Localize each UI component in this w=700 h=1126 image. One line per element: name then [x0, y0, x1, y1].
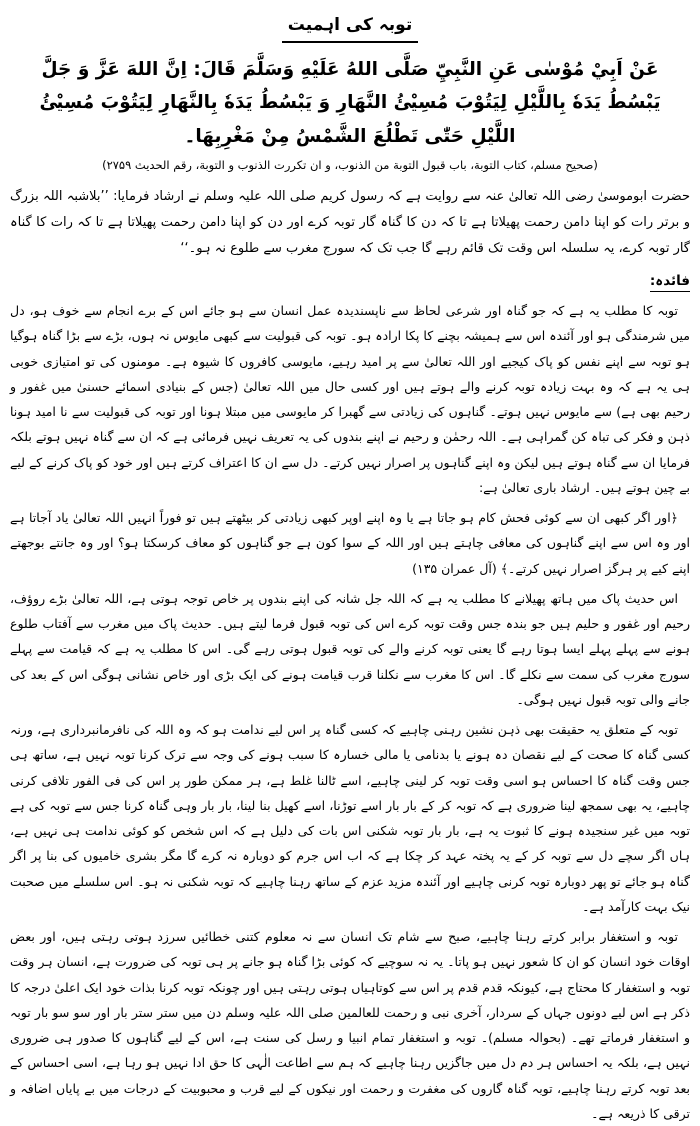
hadith-arabic-text: عَنْ اَبِيْ مُوْسٰی عَنِ النَّبِيِّ صَلَّی اللهُ عَلَيْهِ وَسَلَّمَ قَالَ: اِنَّ اللهَ عَزَّ وَ جَلَّ يَبْسُطُ يَدَهٗ بِاللَّيْلِ لِيَتُوْبَ مُسِيْئُ النَّهَارِ وَ يَبْسُطُ يَدَهٗ بِالنَّهَارِ لِيَتُوْبَ مُسِيْئُ اللَّيْلِ حَتّٰی تَطْلُعَ الشَّمْسُ مِنْ مَغْرِبِهَا۔ [39, 59, 661, 147]
body-paragraph: توبہ و استغفار برابر کرتے رہنا چاہیے، صبح سے شام تک انسان سے نہ معلوم کتنی خطائیں سرزد ہوتی رہتی ہیں، اور بعض اوقات خود انسان کو ان کا شعور نہیں ہو پاتا۔ یہ نہ سوچیے کہ کوئی بڑا گناہ ہو جانے پر ہی توبہ کی ضرورت ہے، انسان ہر وقت توبہ و استغفار کا محتاج ہے، کیونکہ قدم قدم پر اس سے کوتاہیاں ہوتی رہتی ہیں اور چونکہ توبہ کرنا بذات خود ایک اعلیٰ درجہ کا ذکر ہے اس لیے دونوں جہاں کے سردار، آخری نبی و رحمت للعالمین صلی اللہ علیہ وسلم دن میں ستر ستر بار اور سو سو بار توبہ و استغفار فرماتے تھے۔ (بحوالہ مسلم)۔ توبہ و استغفار تمام انبیا و رسل کی سنت ہے، اس کے لیے گناہوں کا صدور ہی ضروری نہیں ہے، بلکہ یہ احساس ہر دم دل میں جاگزیں رہنا چاہیے کہ ہم سے اطاعت الٰہی کا حق ادا نہیں ہو رہا ہے، اسی احساس کے بعد توبہ کرتے رہنا چاہیے، توبہ گناہ گاروں کی مغفرت و رحمت اور نیکوں کے لیے قرب و محبوبیت کے درجات میں بے پایاں اضافہ و ترقی کا ذریعہ ہے۔ [10, 929, 690, 1121]
section-heading-container [10, 270, 690, 292]
page-title: توبہ کی اہمیت [282, 14, 418, 43]
hadith-translation: حضرت ابوموسیٰ رضی اللہ تعالیٰ عنہ سے روایت ہے کہ رسول کریم صلی اللہ علیہ وسلم نے ارشاد فرمایا: ’’بلاشبہ اللہ بزرگ و برتر رات کو اپنا دامن رحمت پھیلاتا ہے تا کہ دن کا گناہ گار توبہ کرے اور دن کو اپنا دامن رحمت پھیلاتا ہے تا کہ رات کا گناہ گار توبہ کرے، یہ سلسلہ اس وقت تک قائم رہے گا جب تک کہ سورج مغرب سے طلوع نہ ہو۔‘‘ [10, 189, 690, 257]
body-paragraph: اس حدیث پاک میں ہاتھ پھیلانے کا مطلب یہ ہے کہ اللہ جل شانہ کی اپنے بندوں پر خاص توجہ ہوتی ہے، اللہ تعالیٰ بڑے روؤف، رحیم اور غفور و حلیم ہیں جو بندہ جس وقت توبہ کرے اس کی توبہ قبول فرما لیتے ہیں۔ حدیث پاک میں مغرب سے آفتاب طلوع ہونے سے پہلے پہلے ایسا ہوتا رہے گا یعنی توبہ کرنے والے کی توبہ قبول ہوتی رہے گی۔ اس کا مطلب یہ ہے کہ قیامت سے پہلے سورج مغرب کی سمت سے نکلے گا۔ اس کا مغرب سے نکلنا قرب قیامت ہونے کی ایک بڑی اور خاص نشانی ہوگی اس کے بعد کی جانے والی توبہ قبول نہیں ہوگی۔ [10, 590, 690, 707]
body-paragraph: توبہ کے متعلق یہ حقیقت بھی ذہن نشین رہنی چاہیے کہ کسی گناہ پر اس لیے ندامت ہو کہ وہ اللہ کی نافرمانبرداری ہے، ورنہ کسی گناہ کا صحت کے لیے نقصان دہ ہونے یا بدنامی یا مالی خسارہ کا سبب ہونے کی وجہ سے ترک کرنا توبہ نہیں ہے، ساتھ ہی جس وقت گناہ کا احساس ہو اسی وقت توبہ کر لینی چاہیے، اسے ٹالنا غلط ہے، ہر ممکن طور پر اس کی فی الفور تلافی کرنی چاہیے، یہ بھی سمجھ لینا ضروری ہے کہ توبہ کر کے بار بار اسے توڑنا، اسے کھیل بنا لینا، بار بار وہی گناہ کرنا جس سے توبہ کی ہے توبہ میں غیر سنجیدہ ہونے کا ثبوت یہ ہے، بار بار توبہ شکنی اس بات کی دلیل ہے کہ اس شخص کو کوئی ندامت ہی نہیں ہے، ہاں اگر سچے دل سے توبہ کر کے یہ پختہ عہد کر چکا ہے کہ اب اس جرم کو دوبارہ نہ کرے گا مگر بشری خامیوں کی بنا پر اگر گناہ ہو جائے تو پھر دوبارہ توبہ کرنی چاہیے اور آئندہ مزید عزم کے ساتھ رہنا چاہیے کہ توبہ شکنی نہ ہو۔ اس سلسلے میں صحبت نیک بہت کارآمد ہے۔ [10, 722, 690, 914]
hadith-reference: (صحیح مسلم، کتاب التوبة، باب قبول التوبة من الذنوب، و ان تکررت الذنوب و التوبة، رقم الحدیث ۲۷۵۹) [102, 157, 598, 172]
title-container [10, 14, 690, 43]
body-paragraph: توبہ کا مطلب یہ ہے کہ جو گناہ اور شرعی لحاظ سے ناپسندیدہ عمل انسان سے ہو جائے اس کے برے انجام سے خوف ہو، دل میں شرمندگی ہو اور آئندہ اس سے ہمیشہ بچنے کا پکا ارادہ ہو۔ توبہ کی قبولیت سے کبھی مایوس نہ ہوں، بڑے سے بڑا گناہ ہوگیا ہو توبہ سے اپنے نفس کو پاک کیجیے اور اللہ تعالیٰ سے پر امید رہیے، مایوسی کافروں کا شیوہ ہے۔ مومنوں کی تو امتیازی خوبی ہی یہ ہے کہ وہ بہت زیادہ توبہ کرنے والے ہوتے ہیں اور کسی حال میں اللہ تعالیٰ (جس کے بنیادی اسمائے حسنیٰ میں غفور و رحیم بھی ہے) سے مایوس نہیں ہوتے۔ گناہوں کی زیادتی سے گھبرا کر مایوسی میں مبتلا ہونا اور توبہ کی قبولیت سے نا امید ہونا ذہن و فکر کی تباہ کن گمراہی ہے۔ اللہ رحمٰن و رحیم نے اپنے بندوں کی یہ تعریف نہیں فرمائی ہے کہ ان سے گناہ نہیں ہوتے بلکہ فرمایا ان سے گناہ ہوتے ہیں لیکن وہ اپنے گناہوں پر اصرار نہیں کرتے۔ دل سے ان کا اعتراف کرتے ہیں اور خود کو پاک کرنے کے لیے بے چین ہوتے ہیں۔ ارشاد باری تعالیٰ ہے: [10, 303, 690, 495]
faida-heading: فائدہ: [650, 273, 690, 292]
quran-quote-paragraph: ﴿اور اگر کبھی ان سے کوئی فحش کام ہو جاتا ہے یا وہ اپنے اوپر کبھی زیادتی کر بیٹھتے ہیں تو فوراً انہیں اللہ تعالیٰ یاد آجاتا ہے اور وہ اس سے اپنے گناہوں کی معافی چاہتے ہیں اور اللہ کے سوا کون ہے جو گناہوں کو معاف کرسکتا ہو؟ اور وہ جانتے بوجھتے اپنے کیے پر ہرگز اصرار نہیں کرتے۔﴾ (آل عمران ۱۳۵) [10, 510, 690, 576]
